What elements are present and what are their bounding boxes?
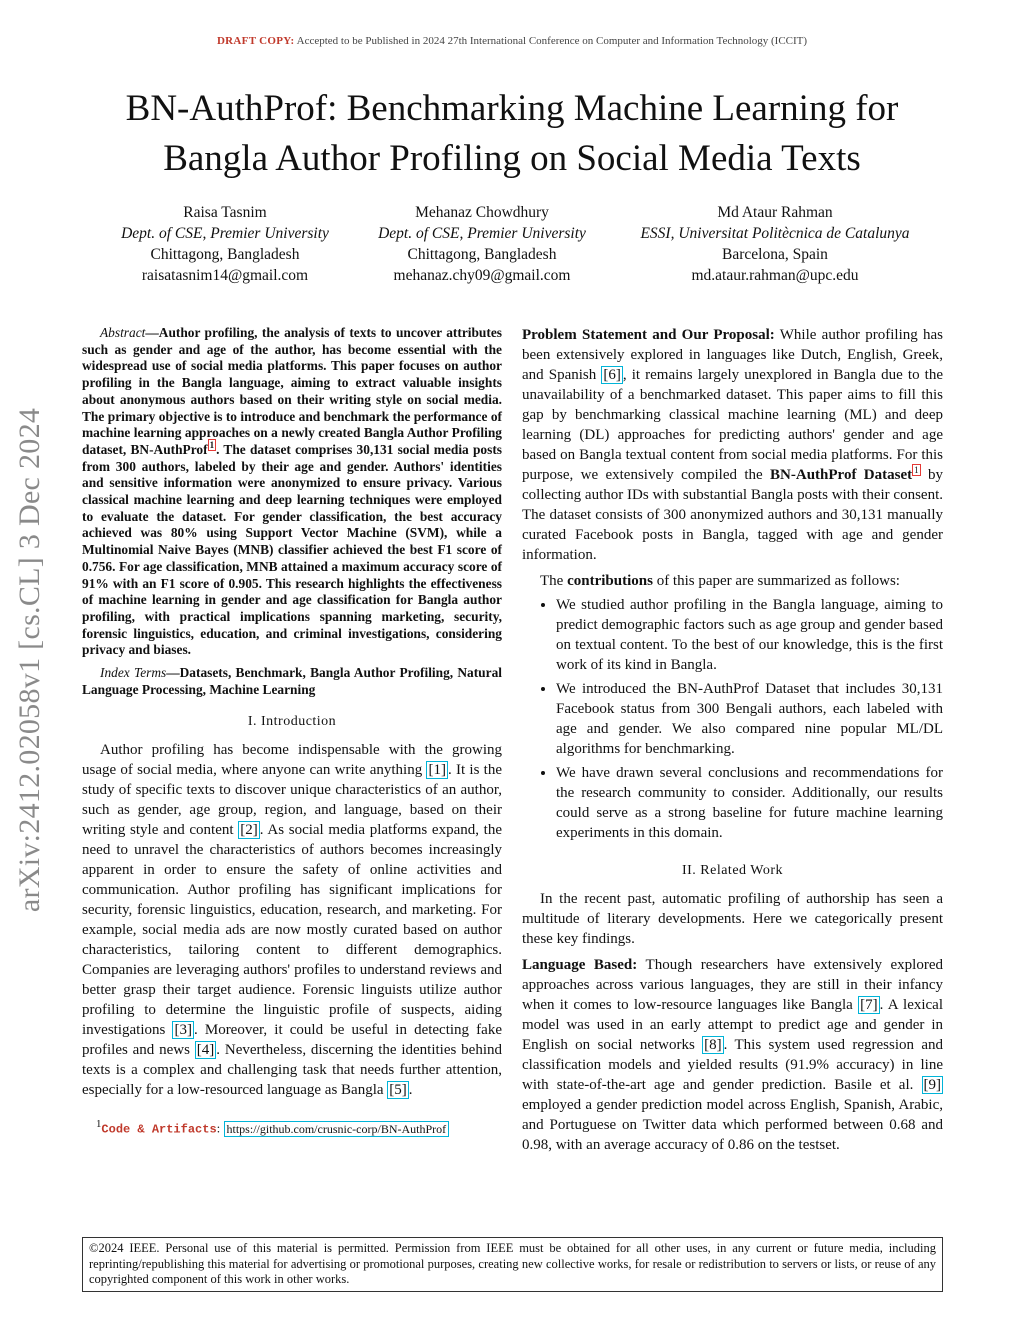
related-text: . This system used regression and classification models and yielded results (91.9% accuracy) in line with state-of-the-art age and gender prediction. Basile et al.	[522, 1037, 943, 1093]
author-name: Mehanaz Chowdhury	[415, 204, 549, 221]
author-email: mehanaz.chy09@gmail.com	[393, 267, 571, 284]
author-affiliation: ESSI, Universitat Politècnica de Catalunya	[640, 225, 910, 242]
arxiv-id: arXiv:2412.02058v1 [cs.CL] 3 Dec 2024	[13, 407, 46, 913]
intro-text: Author profiling has become indispensable with the growing usage of social media, where anyone can write anything	[82, 742, 502, 779]
index-terms	[82, 665, 502, 698]
citation-link[interactable]: [4]	[196, 1042, 215, 1059]
footnote-ref[interactable]: 1	[209, 440, 215, 451]
intro-text: . As social media platforms expand, the need to unravel the characteristics of authors becomes increasingly apparent in order to ensure the safety of online activities and communication. Author profiling has significant implications for security, forensic linguistics, education, research, and marketing. For example, social media ads are now mostly curated based on author characteristics, tailoring content to different demographics. Companies are leveraging authors' profiles to understand reviews and better grasp their target audience. Forensic linguists utilize author profiling to determine the linguistic profile of suspects, aiding investigations	[82, 822, 503, 1039]
citation-link[interactable]: [6]	[603, 367, 621, 383]
author-name: Raisa Tasnim	[183, 204, 267, 221]
citation-link[interactable]: [1]	[428, 762, 446, 779]
abstract-text: —Author profiling, the analysis of texts to uncover attributes such as gender and age of the author, has become essential with the widespread use of social media platforms. This paper focuses on author profiling in the Bangla language, aiming to extract valuable insights about anonymous authors based on their writing style on social media. The primary objective is to introduce and benchmark the performance of machine learning approaches on a newly created Bangla Author Profiling dataset, BN-AuthProf	[82, 325, 502, 457]
contributions-text: The	[540, 573, 568, 589]
left-column	[82, 325, 502, 1140]
dataset-name: BN-AuthProf Dataset	[770, 467, 913, 483]
list-item: • We introduced the BN-AuthProf Dataset that includes 30,131 Facebook status from 300 Bengali authors, each labeled with age and gender. We also compared nine popular ML/DL algorithms for benchmarking.	[556, 679, 943, 759]
problem-paragraph	[522, 325, 943, 565]
intro-text: . Moreover, it could be useful in detecting fake profiles and news	[82, 1022, 502, 1059]
intro-text: . It is the study of specific texts to discover unique characteristics of an author, such as gender, age group, region, and language, based on their writing style and content	[82, 762, 502, 839]
related-text: employed a gender prediction model across English, Spanish, Arabic, and Portuguese on Twitter data which performed between 0.68 and 0.98, with an average accuracy of 0.86 on the testset.	[522, 1097, 943, 1153]
author-affiliation: Dept. of CSE, Premier University	[378, 225, 586, 242]
citation-link[interactable]: [8]	[704, 1037, 722, 1053]
intro-paragraph	[82, 740, 502, 1100]
contributions-list	[522, 595, 943, 843]
author-block	[620, 202, 930, 286]
problem-text: by collecting author IDs with substantial Bangla posts with their consent. The dataset consists of 300 anonymized authors and 30,131 manually curated Facebook posts in Bangla, tagged with age and gender information.	[522, 467, 943, 563]
list-item: • We have drawn several conclusions and recommendations for the research community to consider. Additionally, our results could serve as a strong baseline for future machine learning experiments in this domain.	[556, 763, 943, 843]
author-location: Chittagong, Bangladesh	[407, 246, 557, 263]
index-terms-text: —Datasets, Benchmark, Bangla Author Profiling, Natural Language Processing, Machine Learning	[82, 665, 502, 697]
related-intro: In the recent past, automatic profiling of authorship has seen a multitude of literary developments. Here we categorically present these key findings.	[522, 891, 943, 947]
title-line-1: BN-AuthProf: Benchmarking Machine Learning for	[125, 88, 899, 129]
citation-link[interactable]: [7]	[860, 997, 878, 1013]
problem-label: Problem Statement and Our Proposal:	[522, 327, 775, 343]
language-based-label: Language Based:	[522, 957, 638, 973]
related-text: Though researchers have extensively explored approaches across various languages, they are still in their infancy when it comes to low-resource languages like Bangla	[522, 957, 943, 1013]
footnote-number: 1	[96, 1118, 102, 1131]
author-affiliation: Dept. of CSE, Premier University	[121, 225, 329, 242]
citation-link[interactable]: [3]	[174, 1022, 192, 1039]
author-email: raisatasnim14@gmail.com	[141, 267, 309, 284]
contributions-intro	[522, 571, 943, 591]
footnote	[82, 1114, 502, 1139]
copyright-notice: ©2024 IEEE. Personal use of this material is permitted. Permission from IEEE must be obtained for all other uses, in any current or future media, including reprinting/republishing this material for advertising or promotional purposes, creating new collective works, for resale or redistribution to servers or lists, or reuse of any copyrighted component of this work in other works.	[82, 1237, 943, 1292]
title-line-2: Bangla Author Profiling on Social Media Texts	[163, 138, 861, 179]
abstract-text-cont: . The dataset comprises 30,131 social media posts from 300 authors, labeled by their age and gender. Authors' identities and sensitive information were anonymized to ensure privacy. Various classical machine learning and deep learning techniques were employed to evaluate the dataset. For gender classification, the best accuracy achieved was 80% using Support Vector Machine (SVM), while a Multinomial Naive Bayes (MNB) classifier achieved the best F1 score of 0.756. For age classification, MNB attained a maximum accuracy score of 91% with an F1 score of 0.905. This research highlights the effectiveness of machine learning in gender and age classification for Bangla author profiling, with practical implications spanning marketing, security, forensic linguistics, education, and criminal investigations, considering privacy and biases.	[82, 441, 502, 658]
citation-link[interactable]: [5]	[389, 1082, 407, 1099]
section-heading: II. Related Work	[681, 863, 784, 878]
right-column	[522, 325, 943, 1155]
intro-text: .	[408, 1082, 413, 1099]
section-heading: I. Introduction	[247, 714, 337, 730]
github-link[interactable]: https://github.com/crusnic-corp/BN-AuthProf	[224, 1121, 450, 1137]
problem-text: While author profiling has been extensively explored in languages like Dutch, English, Greek, and Spanish	[522, 327, 944, 383]
draft-label: DRAFT COPY:	[216, 35, 295, 47]
draft-header	[0, 35, 1024, 47]
list-item: • We studied author profiling in the Bangla language, aiming to predict demographic factors such as age group and gender based on textual content. To the best of our knowledge, this is the first work of its kind in Bangla.	[556, 595, 943, 675]
author-location: Chittagong, Bangladesh	[150, 246, 300, 263]
author-location: Barcelona, Spain	[722, 246, 828, 263]
arxiv-sidebar	[10, 365, 50, 955]
citation-link[interactable]: [2]	[240, 822, 258, 839]
author-email: md.ataur.rahman@upc.edu	[691, 267, 859, 284]
footnote-ref[interactable]: 1	[914, 465, 919, 475]
footnote-label: Code & Artifacts	[101, 1122, 217, 1137]
footnote-sep: :	[216, 1120, 224, 1136]
problem-text: , it remains largely unexplored in Bangla due to the unavailability of a benchmarked dataset. This paper aims to fill this gap by benchmarking classical machine learning (ML) and deep learning (DL) approaches for predicting authors' gender and age based on Bangla textual content from social media platforms. For this purpose, we extensively compiled the	[522, 367, 943, 483]
draft-text: Accepted to be Published in 2024 27th International Conference on Computer and Information Technology (ICCIT)	[296, 35, 808, 47]
abstract	[82, 325, 502, 659]
paper-title	[70, 84, 954, 184]
author-block	[332, 202, 632, 286]
related-text: . A lexical model was used in an early attempt to predict age and gender in English on social networks	[522, 997, 943, 1053]
contributions-text: of this paper are summarized as follows:	[652, 573, 900, 589]
contributions-bold: contributions	[567, 573, 653, 589]
abstract-label: Abstract	[100, 325, 146, 340]
intro-text: . Nevertheless, discerning the identities behind texts is a complex and challenging task that needs further attention, especially for a low-resourced language as Bangla	[82, 1042, 502, 1099]
citation-link[interactable]: [9]	[923, 1077, 941, 1093]
author-block	[75, 202, 375, 286]
index-terms-label: Index Terms	[100, 665, 167, 681]
author-name: Md Ataur Rahman	[717, 204, 833, 221]
language-based-paragraph	[522, 955, 943, 1155]
